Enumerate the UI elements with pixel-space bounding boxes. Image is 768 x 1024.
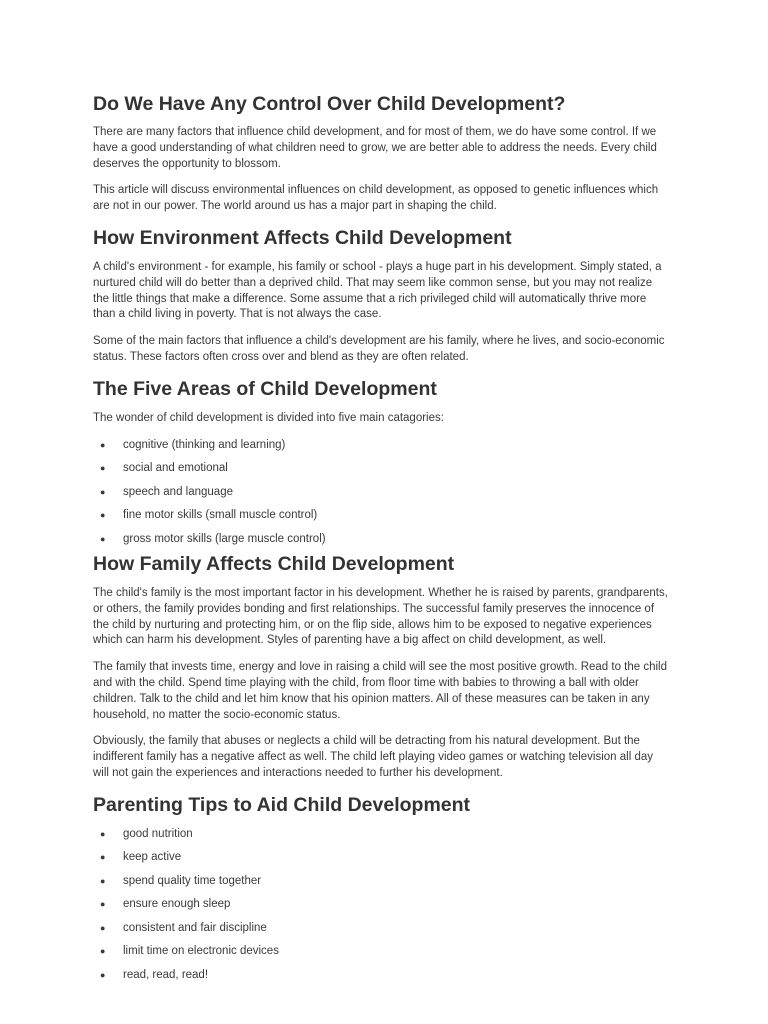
paragraph: The child's family is the most important factor in his development. Whether he is raised by parents, grandparents, or others, the family provides bonding and first relationships. The successful family preserves the innocence of the child by nurturing and protecting him, or on the flip side, allows him to be exposed to negative experiences which can harm his development. Styles of parenting have a big affect on child development, as well. xyxy=(93,587,668,647)
list-item xyxy=(93,850,668,865)
bullet-icon: ● xyxy=(100,439,106,450)
paragraph: The wonder of child development is divided into five main catagories: xyxy=(93,411,444,424)
paragraph: A child's environment - for example, his family or school - plays a huge part in his development. Simply stated, a nurtured child will do better than a deprived child. That may seem like common sense, but you may not realize the little things that make a difference. Some assume that a rich privileged child will automatically thrive more than a child living in poverty. That is not always the case. xyxy=(93,260,662,321)
list-item xyxy=(93,485,668,500)
list-item xyxy=(93,532,668,547)
bullet-icon: ● xyxy=(100,533,106,544)
paragraph: The family that invests time, energy and love in raising a child will see the most positive growth. Read to the child and with the child. Spend time playing with the child, from floor time with babies to throwing a ball with older children. Talk to the child and let him know that his opinion matters. All of these measures can be taken in any household, no matter the socio-economic status. xyxy=(93,661,668,721)
list-item-text: social and emotional xyxy=(123,462,228,475)
section-control xyxy=(93,92,668,215)
list-item-text: ensure enough sleep xyxy=(123,898,231,911)
list-item-text: cognitive (thinking and learning) xyxy=(123,438,286,451)
section-heading: How Family Affects Child Development xyxy=(93,553,455,576)
paragraph: Obviously, the family that abuses or neglects a child will be detracting from his natural development. But the indifferent family has a negative affect as well. The child left playing video games or watching television all day will not gain the experiences and interactions needed to further his development. xyxy=(93,735,653,780)
section-family xyxy=(93,552,668,782)
bullet-icon: ● xyxy=(100,922,106,933)
list-item-text: speech and language xyxy=(123,485,233,498)
paragraph: Some of the main factors that influence a child's development are his family, where he lives, and socio-economic status. These factors often cross over and blend as they are often related. xyxy=(93,335,665,363)
bullet-icon: ● xyxy=(100,875,106,886)
list-item-text: gross motor skills (large muscle control) xyxy=(123,532,326,545)
bullet-icon: ● xyxy=(100,486,106,497)
list-item-text: consistent and fair discipline xyxy=(123,921,267,934)
section-five-areas xyxy=(93,377,668,547)
list-item xyxy=(93,508,668,523)
bullet-icon: ● xyxy=(100,510,106,521)
section-environment xyxy=(93,226,668,366)
section-parenting-tips xyxy=(93,793,668,983)
list-item-text: good nutrition xyxy=(123,827,193,840)
bullet-list xyxy=(93,827,668,983)
bullet-list xyxy=(93,438,668,547)
paragraph: This article will discuss environmental influences on child development, as opposed to genetic influences which are not in our power. The world around us has a major part in shaping the child. xyxy=(93,184,659,213)
section-heading: Parenting Tips to Aid Child Development xyxy=(93,793,471,816)
list-item-text: spend quality time together xyxy=(123,874,262,887)
list-item-text: keep active xyxy=(123,851,182,864)
bullet-icon: ● xyxy=(100,946,106,957)
list-item xyxy=(93,944,668,959)
list-item xyxy=(93,874,668,889)
list-item xyxy=(93,921,668,936)
list-item xyxy=(93,897,668,912)
list-item xyxy=(93,461,668,476)
list-item-text: fine motor skills (small muscle control) xyxy=(123,509,318,522)
bullet-icon: ● xyxy=(100,463,106,474)
bullet-icon: ● xyxy=(100,969,106,980)
bullet-icon: ● xyxy=(100,899,106,910)
section-heading: How Environment Affects Child Development xyxy=(93,226,512,249)
section-heading: Do We Have Any Control Over Child Development? xyxy=(93,93,566,115)
list-item xyxy=(93,438,668,453)
list-item-text: read, read, read! xyxy=(123,968,209,981)
paragraph: There are many factors that influence child development, and for most of them, we do have some control. If we have a good understanding of what children need to grow, we are better able to address the needs. Every child deserves the opportunity to blossom. xyxy=(93,126,657,170)
bullet-icon: ● xyxy=(100,852,106,863)
list-item xyxy=(93,968,668,983)
list-item xyxy=(93,827,668,842)
list-item-text: limit time on electronic devices xyxy=(123,945,279,958)
bullet-icon: ● xyxy=(100,828,106,839)
section-heading: The Five Areas of Child Development xyxy=(93,377,437,400)
